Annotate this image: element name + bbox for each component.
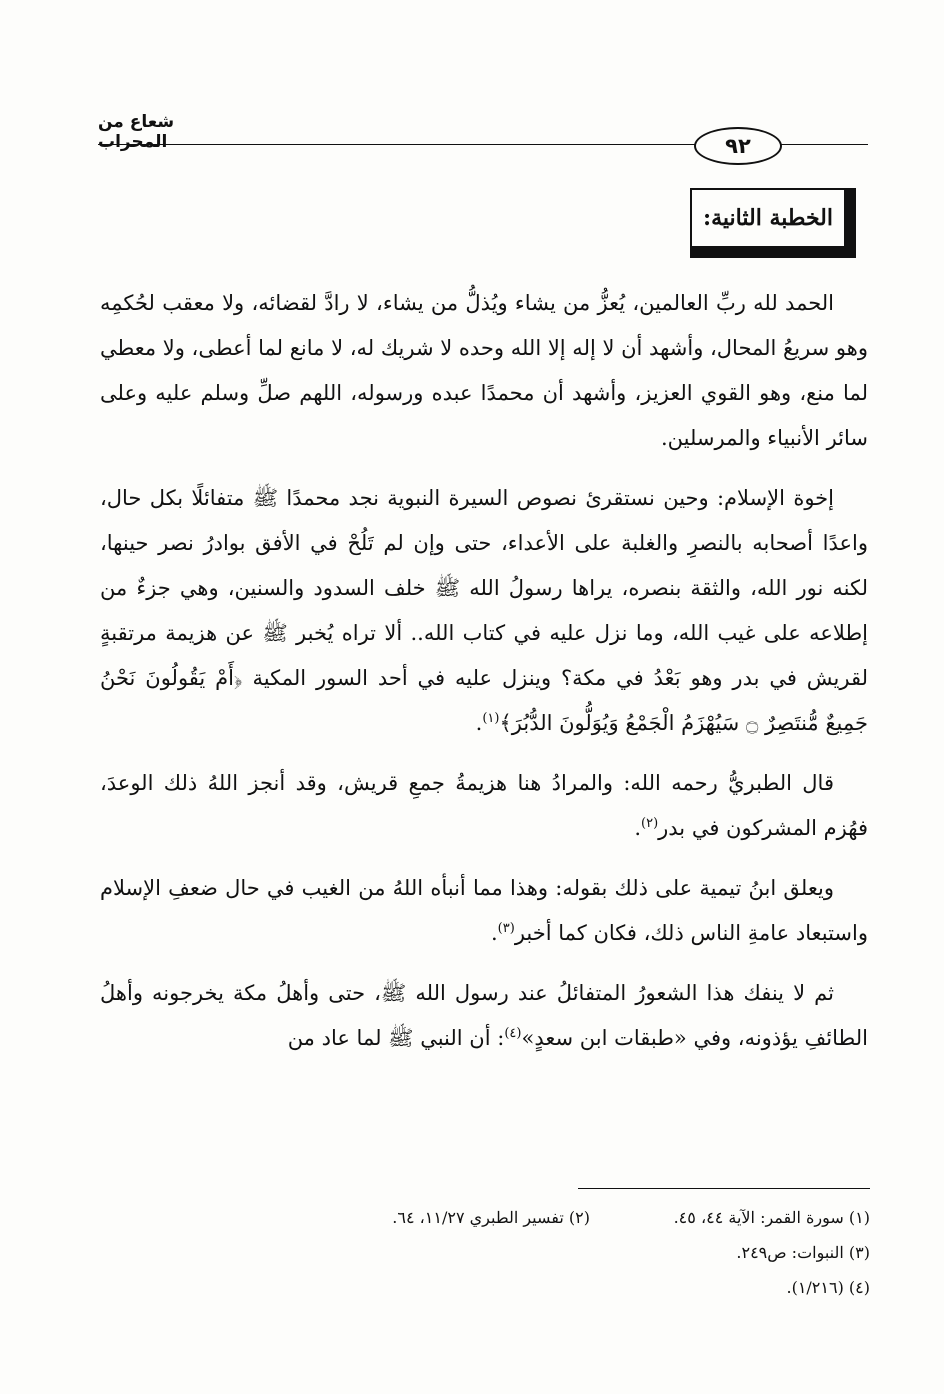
footnote-row xyxy=(100,1235,870,1270)
footnote-rule xyxy=(578,1188,870,1189)
footnote-3: (٣) النبوات: ص٢٤٩. xyxy=(736,1243,870,1262)
running-head: شعاع من المحراب xyxy=(98,112,175,152)
page-number: ٩٢ xyxy=(694,127,782,165)
section-title: الخطبة الثانية: xyxy=(690,188,846,248)
footnote-row xyxy=(100,1200,870,1235)
paragraph: ثم لا ينفك هذا الشعورُ المتفائلُ عند رسول الله ﷺ، حتى وأهلُ مكة يخرجونه وأهلُ الطائفِ يؤذونه، وفي «طبقات ابن سعدٍ»$^{(٤)}$: أن النبي ﷺ لما عاد من xyxy=(100,981,868,1050)
footnote-row xyxy=(100,1270,870,1305)
paragraph: قال الطبريُّ رحمه الله: والمرادُ هنا هزيمةُ جمعِ قريش، وقد أنجز اللهُ ذلك الوعدَ، فهُزم المشركون في بدر$^{(٢)}$. xyxy=(100,771,868,840)
paragraph: ويعلق ابنُ تيمية على ذلك بقوله: وهذا مما أنبأه اللهُ من الغيب في حال ضعفِ الإسلام واستبعاد عامةِ الناس ذلك، فكان كما أخبر$^{(٣)}$. xyxy=(100,876,868,945)
paragraph: الحمد لله ربِّ العالمين، يُعزُّ من يشاء ويُذلُّ من يشاء، لا رادَّ لقضائه، ولا معقب لحُكمِه وهو سريعُ المحال، وأشهد أن لا إله إلا الله وحده لا شريك له، لا مانع لما أعطى، ولا معطي لما منع، وهو القوي العزيز، وأشهد أن محمدًا عبده ورسوله، اللهم صلِّ وسلم عليه وعلى سائر الأنبياء والمرسلين. xyxy=(99,291,868,450)
paragraph: إخوة الإسلام: وحين نستقرئ نصوص السيرة النبوية نجد محمدًا ﷺ متفائلًا بكل حال، واعدًا أصحابه بالنصرِ والغلبة على الأعداء، حتى وإن لم تَلُحْ في الأفق بوادرُ نصر حينها، لكنه نور الله، والثقة بنصره، يراها رسولُ الله ﷺ خلف السدود والسنين، وهي جزءٌ من إطلاعه على غيب الله، وما نزل عليه في كتاب الله.. ألا تراه يُخبر ﷺ عن هزيمة مرتقبةٍ لقريش في بدر وهو بَعْدُ في مكة؟ وينزل عليه في أحد السور المكية ﴿أَمْ يَقُولُونَ نَحْنُ جَمِيعٌ مُّنتَصِرٌ ۝ سَيُهْزَمُ الْجَمْعُ وَيُوَلُّونَ الدُّبُرَ﴾$^{(١)}$. xyxy=(100,486,868,735)
footnote-ref: (٤) xyxy=(504,1026,522,1041)
footnote-1: (١) سورة القمر: الآية ٤٤، ٤٥. xyxy=(673,1208,870,1227)
body-text xyxy=(100,281,868,1076)
section-title-box xyxy=(690,188,856,258)
footnote-ref: (٢) xyxy=(641,816,659,831)
footnote-4: (٤) (١/٢١٦). xyxy=(786,1278,870,1297)
footnotes xyxy=(100,1200,870,1305)
footnote-ref: (١) xyxy=(482,711,500,726)
footnote-2: (٢) تفسير الطبري ١١/٢٧، ٦٤. xyxy=(392,1208,590,1227)
footnote-ref: (٣) xyxy=(497,921,515,936)
